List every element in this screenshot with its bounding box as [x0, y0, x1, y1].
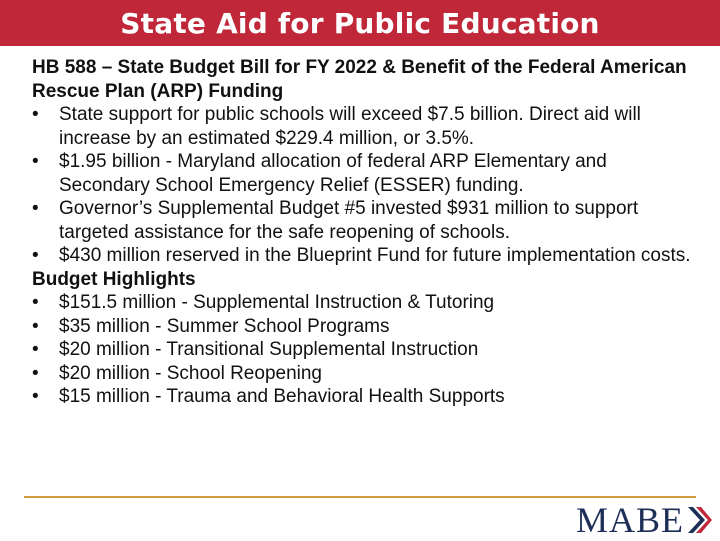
bullet-icon: •	[32, 315, 39, 337]
arrow-chevron-icon	[686, 505, 712, 535]
list-item-text: $1.95 billion - Maryland allocation of federal ARP Elementary and Secondary School Emergency Relief (ESSER) funding.	[59, 151, 607, 196]
mabe-logo	[576, 502, 712, 538]
list-item-text: $20 million - School Reopening	[59, 362, 322, 384]
list-item	[32, 315, 700, 339]
list-item-text: State support for public schools will exceed $7.5 billion. Direct aid will increase by an estimated $229.4 million, or 3.5%.	[59, 104, 641, 149]
footer-divider	[24, 496, 696, 498]
list-item-text: $15 million - Trauma and Behavioral Health Supports	[59, 386, 505, 407]
list-item-text: $430 million reserved in the Blueprint Fund for future implementation costs.	[59, 245, 691, 266]
bullet-list-hb588	[32, 103, 700, 268]
section-heading-hb588: HB 588 – State Budget Bill for FY 2022 & Benefit of the Federal American Rescue Plan (ARP) Funding	[32, 57, 687, 102]
slide-content	[32, 56, 700, 409]
list-item-text: $35 million - Summer School Programs	[59, 315, 390, 337]
list-item-text: $20 million - Transitional Supplemental Instruction	[59, 339, 479, 360]
list-item	[32, 244, 700, 268]
list-item	[32, 197, 700, 244]
list-item	[32, 385, 700, 409]
title-bar	[0, 0, 720, 46]
bullet-icon: •	[32, 151, 39, 172]
list-item	[32, 103, 700, 150]
bullet-icon: •	[32, 362, 39, 384]
list-item-text: $151.5 million - Supplemental Instruction & Tutoring	[59, 292, 495, 313]
section-heading-budget-highlights: Budget Highlights	[32, 268, 196, 290]
list-item	[32, 150, 700, 197]
list-item	[32, 291, 700, 315]
logo-text: MABE	[576, 500, 685, 540]
bullet-icon: •	[32, 245, 39, 266]
bullet-icon: •	[32, 104, 39, 125]
bullet-icon: •	[32, 386, 39, 407]
bullet-icon: •	[32, 292, 39, 313]
list-item	[32, 338, 700, 362]
list-item-text: Governor’s Supplemental Budget #5 invested $931 million to support targeted assistance for the safe reopening of schools.	[59, 198, 639, 243]
bullet-list-budget-highlights	[32, 291, 700, 409]
bullet-icon: •	[32, 198, 39, 219]
list-item	[32, 362, 700, 386]
slide-title: State Aid for Public Education	[120, 6, 600, 40]
bullet-icon: •	[32, 339, 39, 360]
